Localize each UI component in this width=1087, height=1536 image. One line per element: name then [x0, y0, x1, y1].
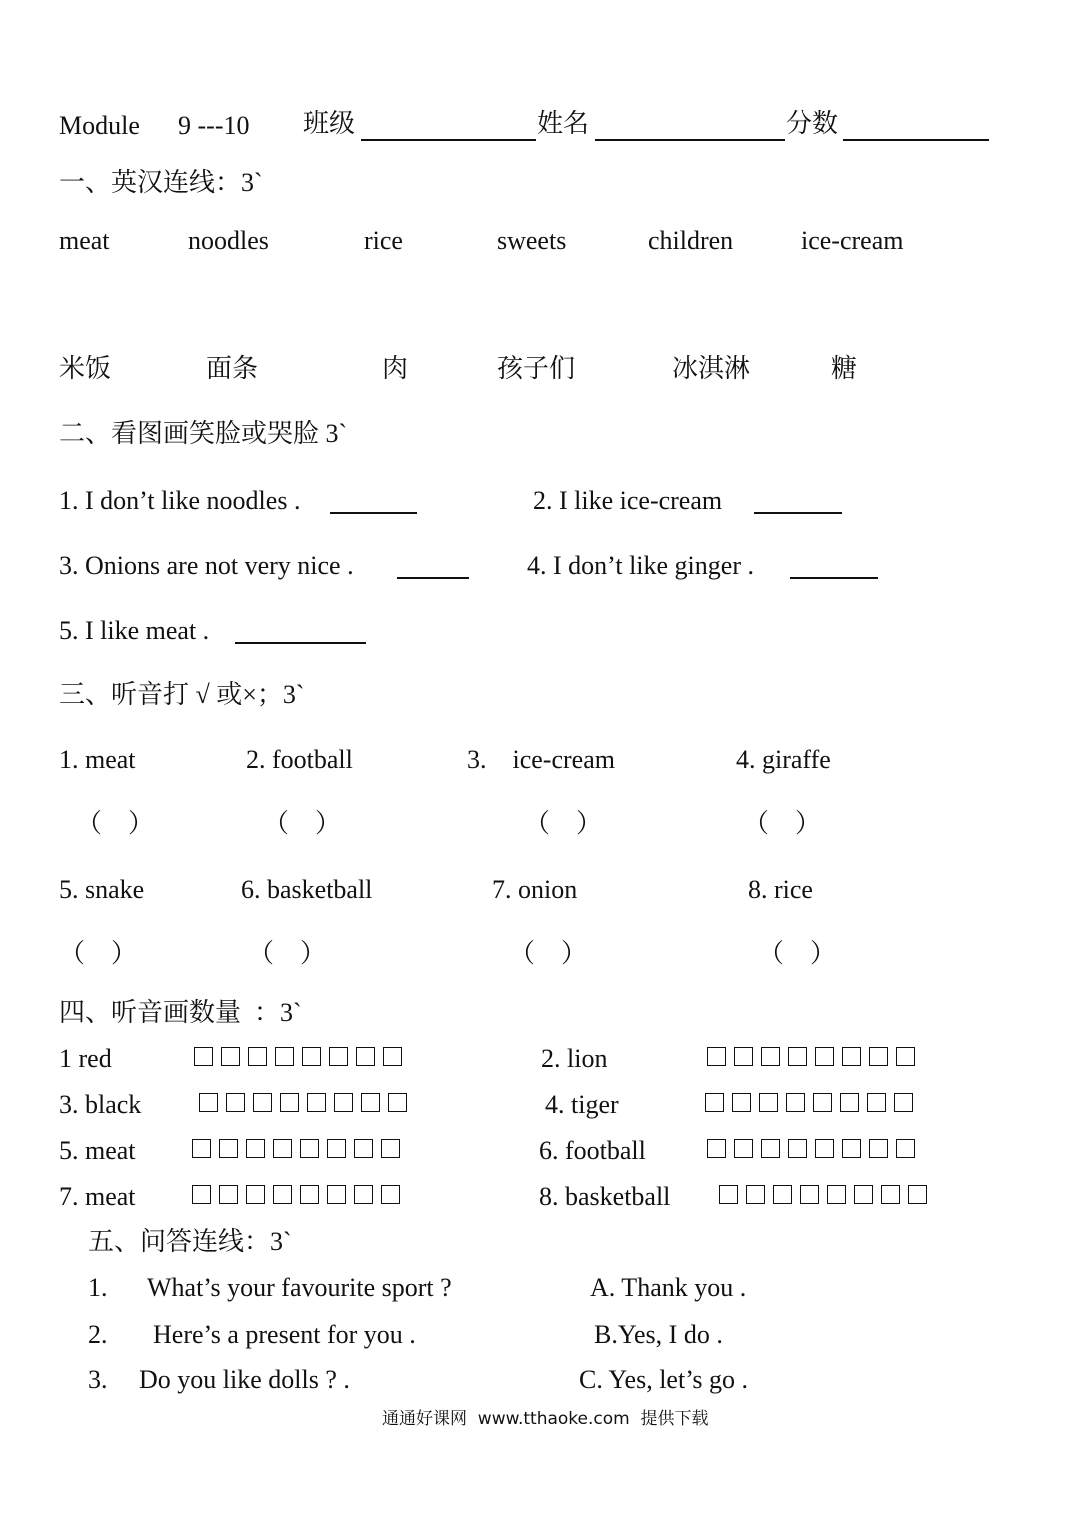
answer-paren: （ ）: [743, 809, 822, 838]
section2-title: 二、看图画笑脸或哭脸 3`: [59, 419, 348, 448]
answer-text: C. Yes, let’s go .: [579, 1365, 749, 1394]
listen-item: 7. onion: [492, 875, 578, 904]
listen-item: 8. rice: [748, 875, 813, 904]
answer-paren: （ ）: [758, 939, 837, 968]
answer-paren: （ ）: [76, 809, 155, 838]
answer-blank: [330, 512, 417, 514]
question-number: 3.: [88, 1365, 108, 1394]
count-boxes: [705, 1093, 913, 1112]
answer-blank: [235, 642, 366, 644]
count-item: 7. meat: [59, 1182, 136, 1211]
count-item: 2. lion: [541, 1044, 608, 1073]
count-item: 1 red: [59, 1044, 112, 1073]
answer-blank: [754, 512, 842, 514]
count-item: 6. football: [539, 1136, 646, 1165]
count-boxes: [194, 1047, 402, 1066]
listen-item: 4. giraffe: [736, 745, 831, 774]
sentence-item: 2. I like ice-cream: [533, 486, 723, 515]
chinese-word: 冰淇淋: [672, 354, 751, 383]
count-item: 8. basketball: [539, 1182, 671, 1211]
score-blank: [843, 139, 989, 141]
answer-blank: [790, 577, 878, 579]
listen-item: 2. football: [246, 745, 353, 774]
question-text: Here’s a present for you .: [153, 1320, 416, 1349]
question-text: What’s your favourite sport ?: [147, 1273, 452, 1302]
sentence-item: 3. Onions are not very nice .: [59, 551, 354, 580]
english-word: noodles: [188, 226, 269, 255]
english-word: meat: [59, 226, 110, 255]
question-text: Do you like dolls ? .: [139, 1365, 350, 1394]
answer-paren: （ ）: [524, 809, 603, 838]
module-number: 9 ---10: [178, 111, 250, 140]
english-word: sweets: [497, 226, 567, 255]
answer-paren: （ ）: [509, 939, 588, 968]
answer-paren: （ ）: [263, 809, 342, 838]
sentence-item: 5. I like meat .: [59, 616, 210, 645]
count-boxes: [192, 1185, 400, 1204]
section5-title: 五、问答连线：3`: [88, 1227, 292, 1256]
sentence-item: 4. I don’t like ginger .: [527, 551, 754, 580]
chinese-word: 面条: [206, 354, 259, 383]
count-item: 4. tiger: [545, 1090, 619, 1119]
chinese-word: 肉: [382, 354, 409, 383]
answer-paren: （ ）: [248, 939, 327, 968]
question-number: 1.: [88, 1273, 108, 1302]
class-label: 班级: [303, 109, 356, 138]
english-word: children: [648, 226, 734, 255]
answer-blank: [397, 577, 469, 579]
class-blank: [361, 139, 536, 141]
section4-title: 四、听音画数量 ：3`: [59, 998, 302, 1027]
listen-item: 6. basketball: [241, 875, 373, 904]
count-boxes: [707, 1139, 915, 1158]
chinese-word: 孩子们: [497, 354, 576, 383]
english-word: rice: [364, 226, 403, 255]
count-boxes: [199, 1093, 407, 1112]
answer-text: B.Yes, I do .: [594, 1320, 723, 1349]
score-label: 分数: [786, 109, 839, 138]
count-item: 3. black: [59, 1090, 142, 1119]
name-blank: [595, 139, 785, 141]
count-item: 5. meat: [59, 1136, 136, 1165]
name-label: 姓名: [537, 109, 590, 138]
english-word: ice-cream: [801, 226, 904, 255]
chinese-word: 米饭: [59, 354, 112, 383]
sentence-item: 1. I don’t like noodles .: [59, 486, 301, 515]
page-footer: 通通好课网 www.tthaoke.com 提供下载: [382, 1409, 709, 1429]
listen-item: 5. snake: [59, 875, 145, 904]
count-boxes: [707, 1047, 915, 1066]
count-boxes: [192, 1139, 400, 1158]
listen-item: 3. ice-cream: [467, 745, 615, 774]
module-label: Module: [59, 111, 140, 140]
chinese-word: 糖: [831, 354, 858, 383]
answer-paren: （ ）: [59, 939, 138, 968]
count-boxes: [719, 1185, 927, 1204]
listen-item: 1. meat: [59, 745, 136, 774]
section3-title: 三、听音打 √ 或×；3`: [59, 680, 305, 709]
answer-text: A. Thank you .: [590, 1273, 747, 1302]
section1-title: 一、英汉连线：3`: [59, 168, 263, 197]
question-number: 2.: [88, 1320, 108, 1349]
